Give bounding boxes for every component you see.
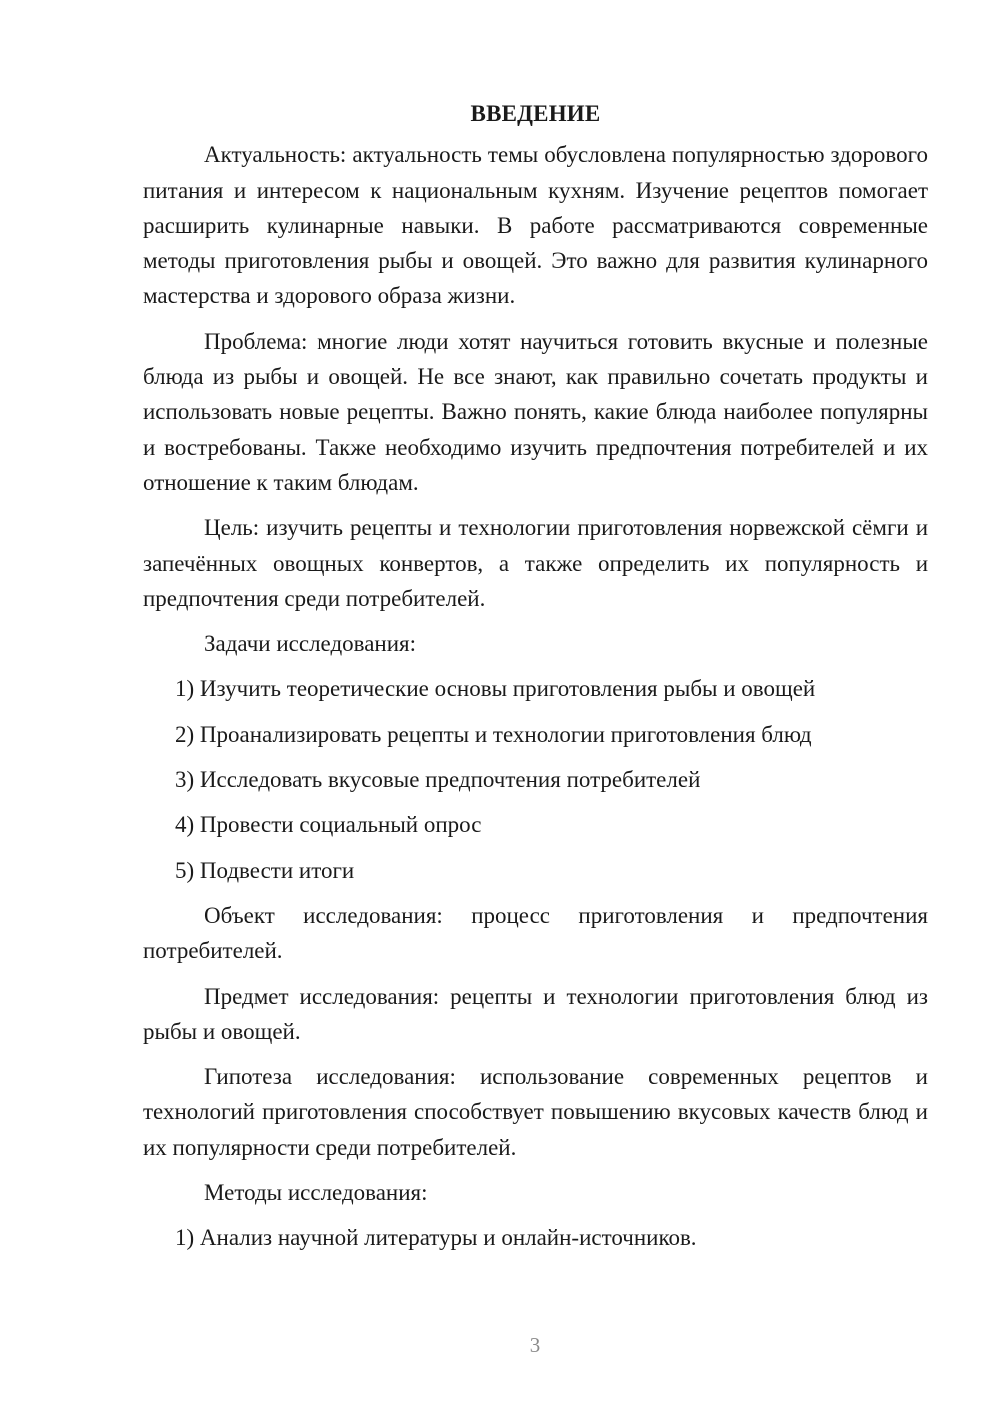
object-paragraph: Объект исследования: процесс приготовления и предпочтения потребителей. bbox=[143, 902, 928, 964]
relevance-paragraph: Актуальность: актуальность темы обусловлена популярностью здорового питания и интересом к национальным кухням. Изучение рецептов помогает расширить кулинарные навыки. В работе рассматриваются современные методы приготовления рыбы и овощей. Это важно для развития кулинарного мастерства и здорового образа жизни. bbox=[143, 142, 928, 309]
page-title: ВВЕДЕНИЕ bbox=[470, 101, 601, 126]
methods-heading: Методы исследования: bbox=[204, 1180, 428, 1206]
page-number: 3 bbox=[529, 1333, 541, 1357]
list-item: 4) Провести социальный опрос bbox=[175, 812, 482, 838]
list-item: 1) Изучить теоретические основы приготовления рыбы и овощей bbox=[175, 676, 816, 702]
list-item: 3) Исследовать вкусовые предпочтения потребителей bbox=[175, 767, 701, 793]
tasks-list bbox=[143, 671, 928, 887]
problem-paragraph: Проблема: многие люди хотят научиться готовить вкусные и полезные блюда из рыбы и овощей. Не все знают, как правильно сочетать продукты и использовать новые рецепты. Важно понять, какие блюда наиболее популярны и востребованы. Также необходимо изучить предпочтения потребителей и их отношение к таким блюдам. bbox=[143, 328, 928, 495]
methods-list bbox=[143, 1220, 928, 1255]
list-item: 2) Проанализировать рецепты и технологии приготовления блюд bbox=[175, 721, 812, 747]
list-item: 1) Анализ научной литературы и онлайн-источников. bbox=[175, 1225, 697, 1251]
subject-paragraph: Предмет исследования: рецепты и технологии приготовления блюд из рыбы и овощей. bbox=[143, 983, 928, 1044]
page-content bbox=[143, 96, 928, 1266]
list-item: 5) Подвести итоги bbox=[175, 857, 355, 883]
hypothesis-paragraph: Гипотеза исследования: использование современных рецептов и технологий приготовления способствует повышению вкусовых качеств блюд и их популярности среди потребителей. bbox=[143, 1064, 928, 1160]
tasks-heading: Задачи исследования: bbox=[204, 631, 417, 657]
goal-paragraph: Цель: изучить рецепты и технологии приготовления норвежской сёмги и запечённых овощных конвертов, а также определить их популярность и предпочтения среди потребителей. bbox=[143, 515, 928, 611]
